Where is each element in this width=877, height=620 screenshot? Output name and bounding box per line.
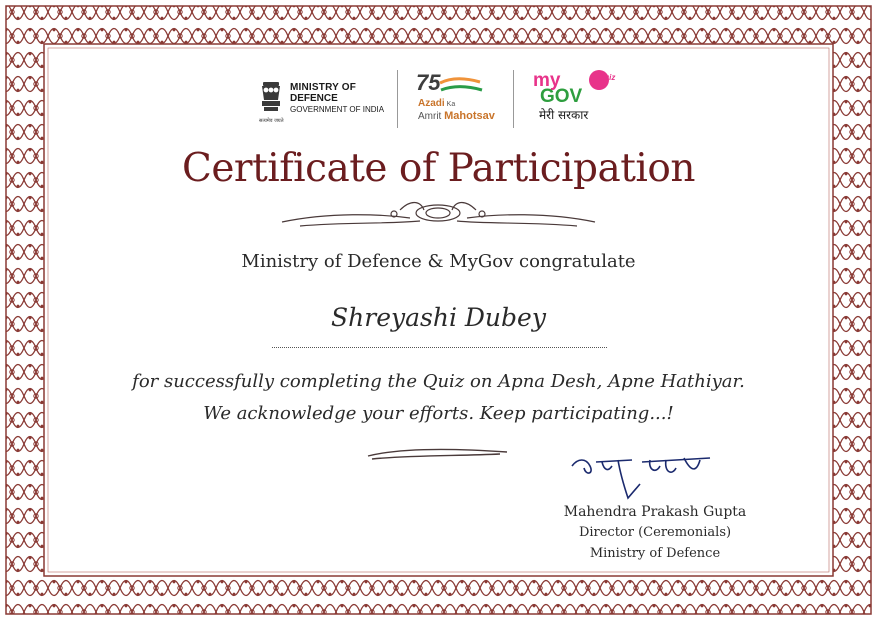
satyamev-jayate-emblem: सत्यमेव जयते (259, 118, 284, 124)
azadi-word: Azadi (418, 98, 445, 109)
azadi-ka: Ka (446, 101, 456, 108)
azadi-mahotsav: Mahotsav (444, 110, 495, 122)
mod-line-2: DEFENCE (290, 93, 338, 104)
body-line-2: We acknowledge your efforts. Keep participating...! (203, 403, 674, 424)
mygov-quiz: Quiz (598, 73, 616, 82)
recipient-underline (272, 347, 607, 348)
congratulate-line: Ministry of Defence & MyGov congratulate (241, 251, 636, 272)
certificate-title: Certificate of Participation (182, 146, 695, 191)
logo-divider (397, 70, 398, 128)
signatory-org: Ministry of Defence (589, 546, 721, 561)
body-line-1: for successfully completing the Quiz on Apna Desh, Apne Hathiyar. (132, 371, 745, 392)
azadi-line-1 (418, 98, 455, 109)
mygov-tagline: मेरी सरकार (539, 108, 589, 122)
logo-divider-2 (513, 70, 514, 128)
mod-line-1: MINISTRY OF (290, 82, 357, 93)
ministry-of-defence-logo (256, 78, 396, 124)
recipient-name: Shreyashi Dubey (331, 303, 546, 332)
azadi-amrit: Amrit (418, 111, 442, 122)
mygov-gov: GOV (540, 86, 583, 107)
azadi-75: 75 (416, 70, 441, 95)
signatory-title: Director (Ceremonials) (578, 525, 732, 540)
mygov-my: my (533, 70, 561, 91)
signatory-name: Mahendra Prakash Gupta (563, 504, 747, 520)
mod-line-3: GOVERNMENT OF INDIA (290, 105, 385, 114)
azadi-line-2 (418, 110, 495, 122)
